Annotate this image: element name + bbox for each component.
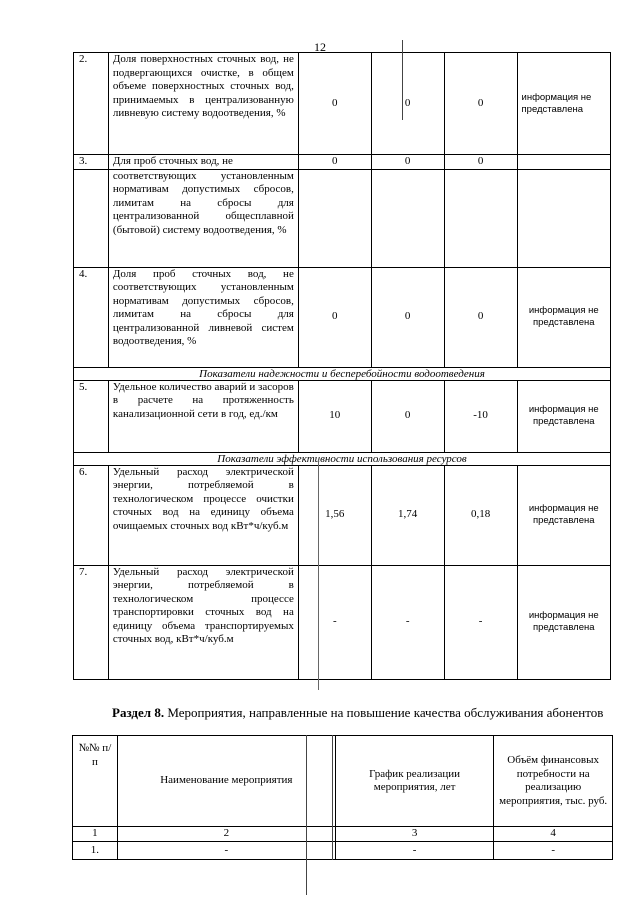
section-8-label: Раздел 8.	[112, 705, 165, 720]
section-row	[74, 367, 611, 380]
col-header-funding: Объём финансовых потребности на реализацию мероприятия, тыс. руб.	[494, 736, 613, 827]
row-number: 4.	[74, 267, 109, 367]
value-2: 0	[371, 53, 444, 155]
indicator-name: Доля проб сточных вод, не соответствующих установленным нормативам допустимых сбросов, лимитам на сбросы для централизованной ливневой систем водоотведения, %	[108, 267, 298, 367]
info-note: информация не представлена	[517, 465, 610, 565]
value-3: -	[444, 565, 517, 679]
value-1: 10	[298, 380, 371, 452]
info-note: информация не представлена	[517, 53, 610, 155]
value-1: 0	[298, 267, 371, 367]
info-note: информация не представлена	[517, 380, 610, 452]
row-number: 5.	[74, 380, 109, 452]
row-number: 6.	[74, 465, 109, 565]
info-note	[517, 155, 610, 170]
table-row	[73, 842, 613, 860]
col-number: 4	[494, 827, 613, 842]
col-number: 1	[73, 827, 118, 842]
scan-line	[306, 735, 307, 895]
cell: -	[117, 842, 335, 860]
table-row	[74, 53, 611, 155]
scan-line	[332, 735, 333, 860]
page-number: 12	[314, 40, 326, 54]
value-3: 0	[444, 53, 517, 155]
table-row	[74, 267, 611, 367]
cell: -	[335, 842, 493, 860]
col-header-number: №№ п/п	[73, 736, 118, 827]
scan-line	[318, 460, 319, 690]
table-row	[74, 155, 611, 170]
value-3: 0	[444, 155, 517, 170]
value-2: 0	[371, 267, 444, 367]
scan-line	[402, 40, 403, 120]
col-header-schedule: График реализации мероприятия, лет	[335, 736, 493, 827]
value-3: 0,18	[444, 465, 517, 565]
value-1: 1,56	[298, 465, 371, 565]
section-8-heading	[112, 705, 612, 721]
indicator-name: Удельное количество аварий и засоров в расчете на протяженность канализационной сети в год, ед./км	[108, 380, 298, 452]
indicator-name: Для проб сточных вод, не	[108, 155, 298, 170]
section-title: Показатели надежности и бесперебойности водоотведения	[74, 367, 611, 380]
measures-table	[72, 735, 613, 860]
row-number: 3.	[74, 155, 109, 170]
indicator-name: Доля поверхностных сточных вод, не подвергающихся очистке, в общем объеме поверхностных сточных вод, принимаемых в централизованную ливневую систему водоотведения, %	[108, 53, 298, 155]
section-row	[74, 452, 611, 465]
indicators-table	[73, 52, 611, 680]
indicator-name-continued: соответствующих установленным нормативам допустимых сбросов, лимитам на сбросы для централизованной общесплавной (бытовой) систему водоотведения, %	[108, 169, 298, 267]
indicator-name: Удельный расход электрической энергии, потребляемой в технологическом процессе очистки сточных вод на единицу объема очищаемых сточных вод кВт*ч/куб.м	[108, 465, 298, 565]
value-3: 0	[444, 267, 517, 367]
cell: -	[494, 842, 613, 860]
value-1: 0	[298, 155, 371, 170]
info-note: информация не представлена	[517, 267, 610, 367]
value-1: -	[298, 565, 371, 679]
value-2: 1,74	[371, 465, 444, 565]
row-number: 7.	[74, 565, 109, 679]
value-2: 0	[371, 380, 444, 452]
table-row	[74, 380, 611, 452]
value-3: -10	[444, 380, 517, 452]
table-row	[74, 169, 611, 267]
table-row	[74, 465, 611, 565]
header-row	[73, 736, 613, 827]
value-2: -	[371, 565, 444, 679]
row-number: 2.	[74, 53, 109, 155]
col-number: 2	[117, 827, 335, 842]
table-row	[74, 565, 611, 679]
col-number: 3	[335, 827, 493, 842]
cell: 1.	[73, 842, 118, 860]
value-2: 0	[371, 155, 444, 170]
value-1: 0	[298, 53, 371, 155]
section-8-text: Мероприятия, направленные на повышение качества обслуживания абонентов	[164, 705, 604, 720]
info-note: информация не представлена	[517, 565, 610, 679]
col-header-name: Наименование мероприятия	[117, 736, 335, 827]
indicator-name: Удельный расход электрической энергии, потребляемой в технологическом процессе транспортировки сточных вод на единицу объема транспортируемых сточных вод, кВт*ч/куб.м	[108, 565, 298, 679]
section-title: Показатели эффективности использования ресурсов	[74, 452, 611, 465]
column-number-row	[73, 827, 613, 842]
